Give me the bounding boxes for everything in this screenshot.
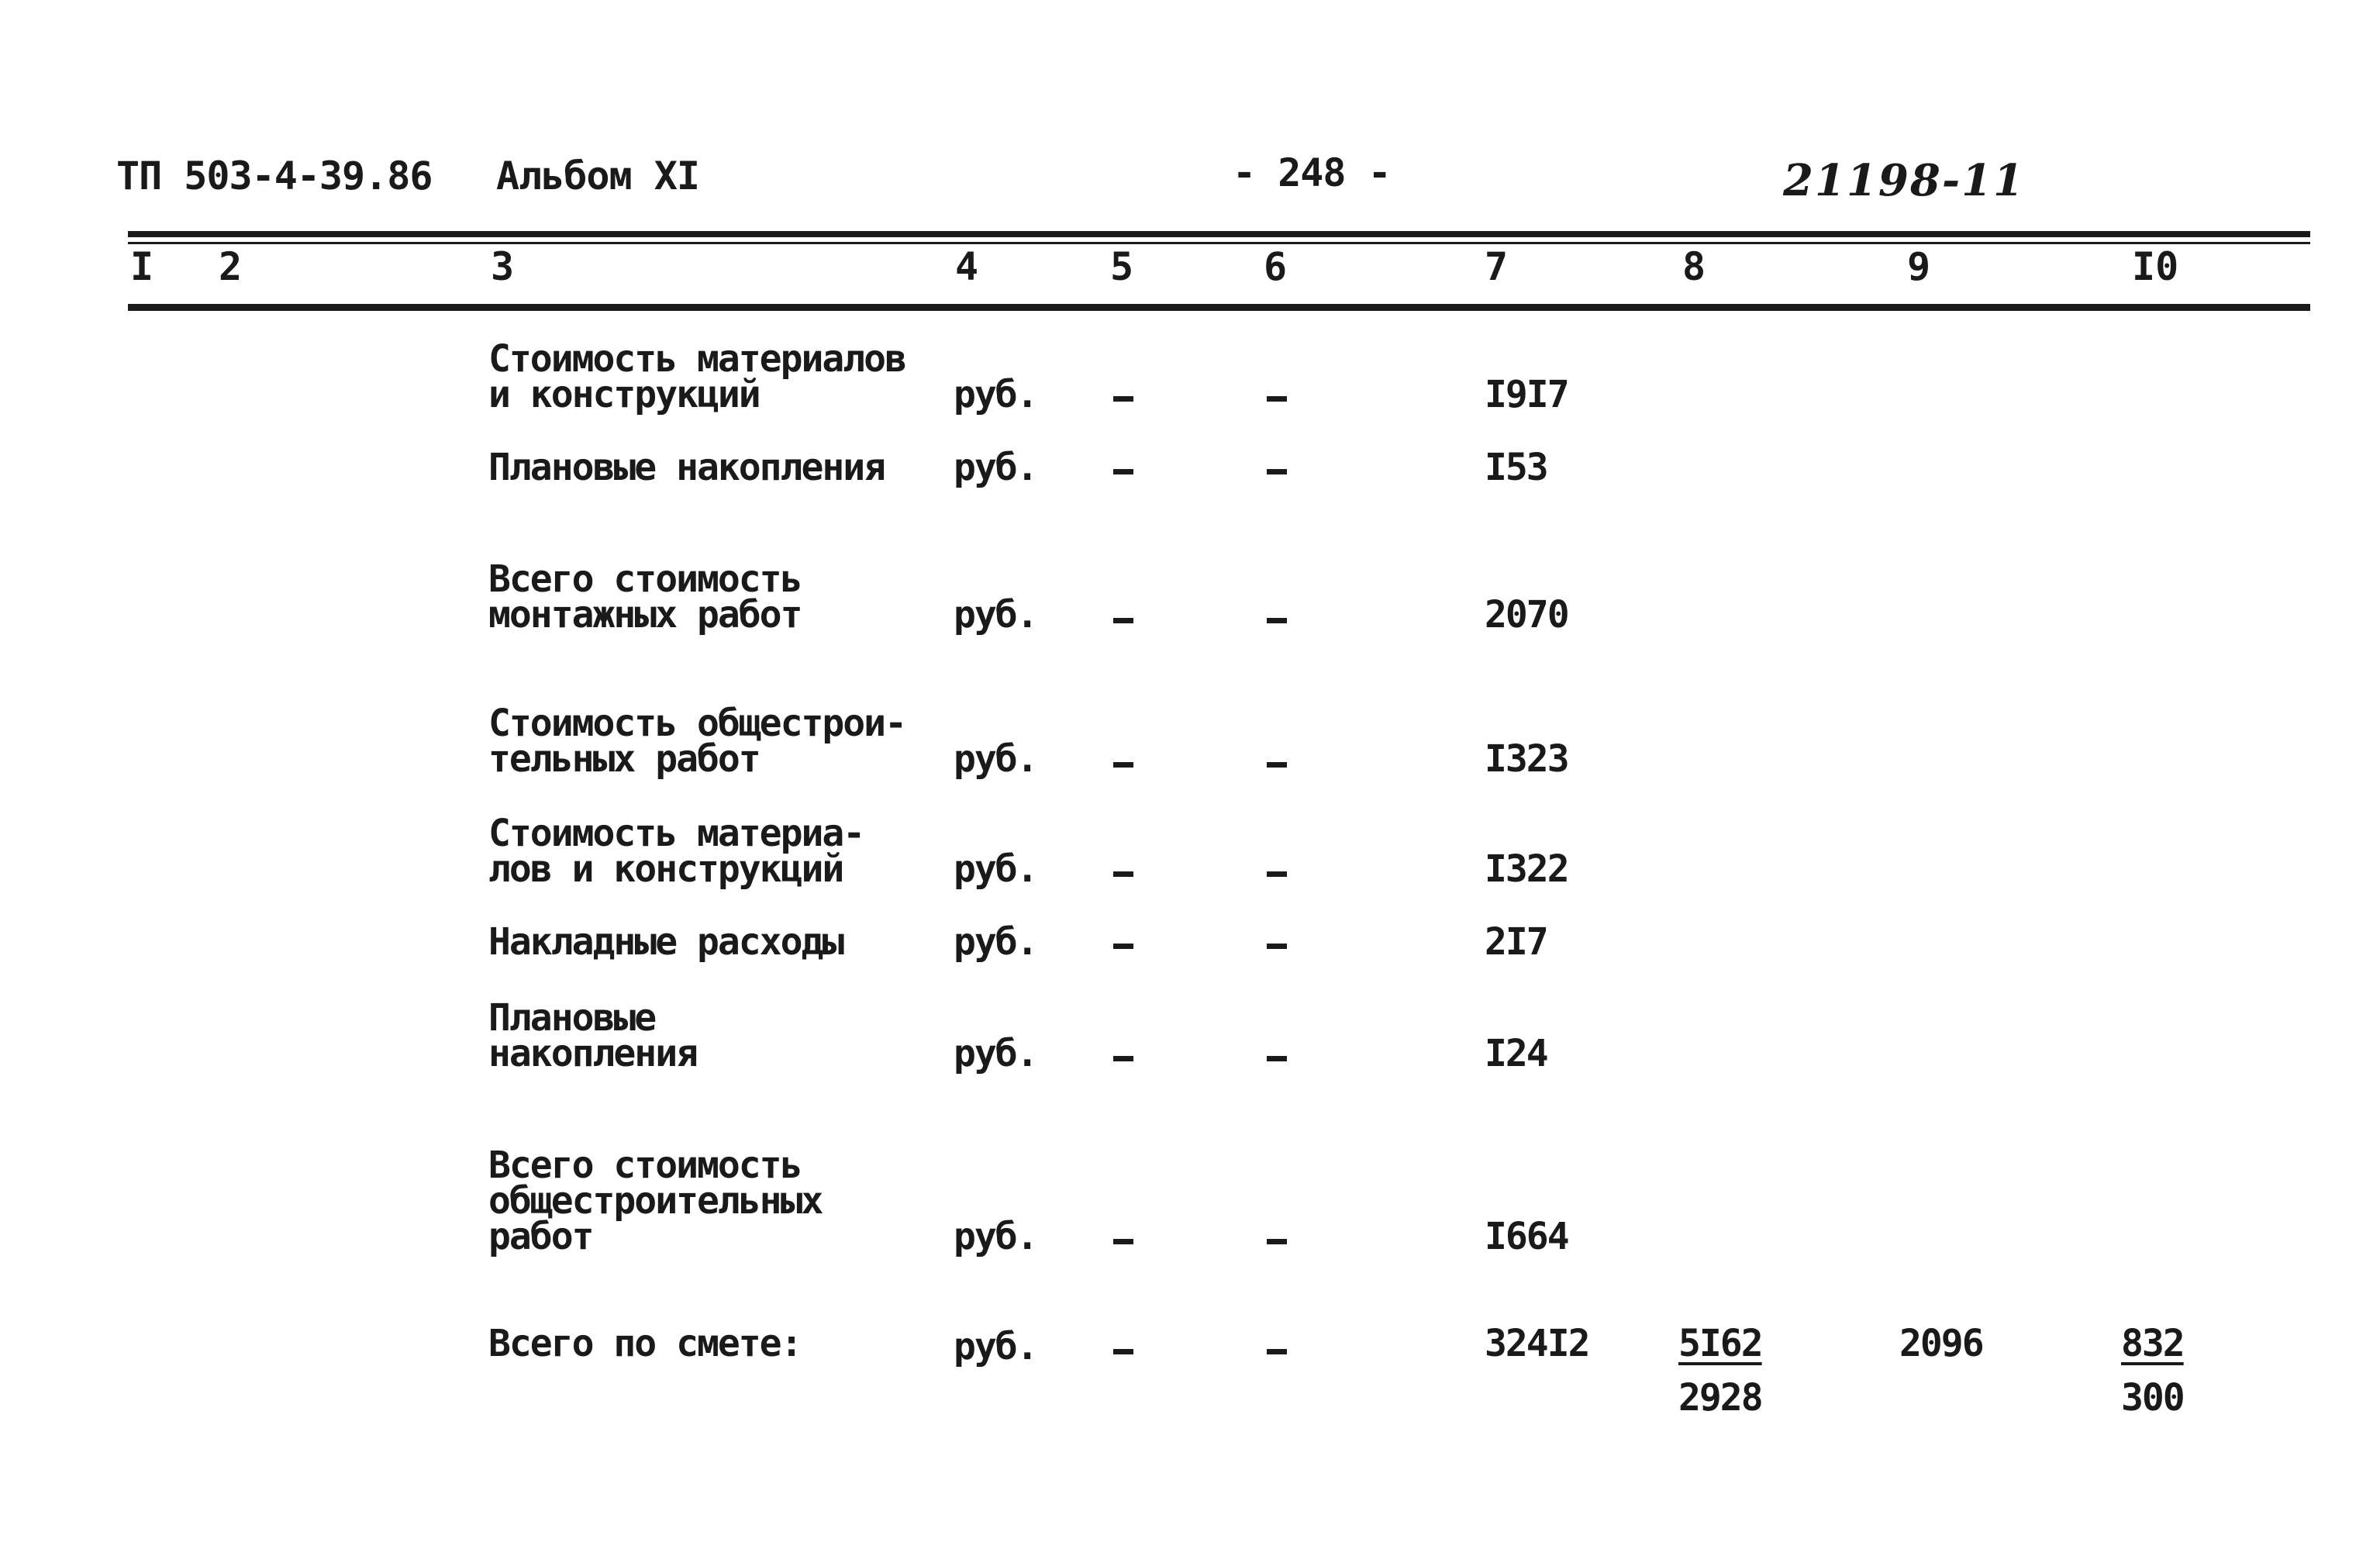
table-row-col5-dash [1113,762,1133,768]
handwritten-number: 21198-11 [1783,155,2025,206]
table-row-unit: руб. [954,1032,1037,1075]
table-row-name: Всего стоимость монтажных работ [488,557,802,637]
table-row-name: Плановые накопления [488,996,697,1075]
document-code: ТП 503-4-39.86 [116,154,433,198]
col-header-6: 6 [1264,244,1288,289]
header-rule-top [128,231,2310,237]
table-row-unit: руб. [954,446,1037,489]
table-row-col7: I664 [1485,1215,1568,1258]
col-header-7: 7 [1485,244,1509,289]
table-row-col5-dash [1113,1056,1133,1061]
col-header-5: 5 [1110,244,1134,289]
columns-rule [128,304,2310,311]
table-row-col6-dash [1267,1056,1287,1061]
total-col10-bottom: 300 [2121,1376,2184,1420]
table-row-col6-dash [1267,944,1287,949]
table-row-unit: руб. [954,920,1037,964]
total-col7: 324I2 [1485,1322,1589,1365]
table-row-col7: 2070 [1485,593,1568,637]
table-row-unit: руб. [954,737,1037,781]
page-number: - 248 - [1233,150,1391,195]
table-row-name: Всего стоимость общестроительных работ [488,1144,823,1258]
table-row-col6-dash [1267,1239,1287,1244]
table-row-name: Стоимость материалов и конструкций [488,337,905,416]
table-row-name: Стоимость общестрои- тельных работ [488,702,905,781]
total-unit: руб. [954,1325,1037,1368]
table-row-col5-dash [1113,618,1133,623]
col-header-3: 3 [491,244,515,289]
table-row-col5-dash [1113,469,1133,474]
table-row-unit: руб. [954,593,1037,637]
total-col5-dash [1113,1349,1133,1354]
total-col6-dash [1267,1349,1287,1354]
table-row-col6-dash [1267,396,1287,402]
col-header-2: 2 [219,244,243,289]
table-row-col7: I322 [1485,847,1568,891]
table-row-col5-dash [1113,944,1133,949]
table-row-name: Накладные расходы [488,920,843,964]
table-row-col5-dash [1113,871,1133,877]
col-header-10: I0 [2132,244,2179,289]
table-row-col7: I24 [1485,1032,1547,1075]
table-row-name: Стоимость материа- лов и конструкций [488,812,864,891]
header-rule-thin [128,242,2310,244]
col-header-9: 9 [1907,244,1931,289]
table-row-col7: 2I7 [1485,920,1547,964]
table-row-col6-dash [1267,469,1287,474]
col-header-1: I [130,244,154,289]
total-col8-bottom: 2928 [1678,1376,1762,1420]
table-row-unit: руб. [954,1215,1037,1258]
table-row-col6-dash [1267,618,1287,623]
table-row-col7: I9I7 [1485,373,1568,416]
col-header-8: 8 [1682,244,1706,289]
total-col8-top: 5I62 [1678,1322,1762,1365]
total-label: Всего по смете: [488,1322,802,1365]
total-col10-top: 832 [2121,1322,2184,1365]
total-col9: 2096 [1899,1322,1983,1365]
table-row-col6-dash [1267,871,1287,877]
table-row-name: Плановые накопления [488,446,885,489]
table-row-col5-dash [1113,396,1133,402]
table-row-col5-dash [1113,1239,1133,1244]
table-row-col7: I53 [1485,446,1547,489]
table-row-unit: руб. [954,373,1037,416]
table-row-col7: I323 [1485,737,1568,781]
table-row-col6-dash [1267,762,1287,768]
table-row-unit: руб. [954,847,1037,891]
col-header-4: 4 [955,244,979,289]
album-label: Альбом XI [496,154,699,198]
